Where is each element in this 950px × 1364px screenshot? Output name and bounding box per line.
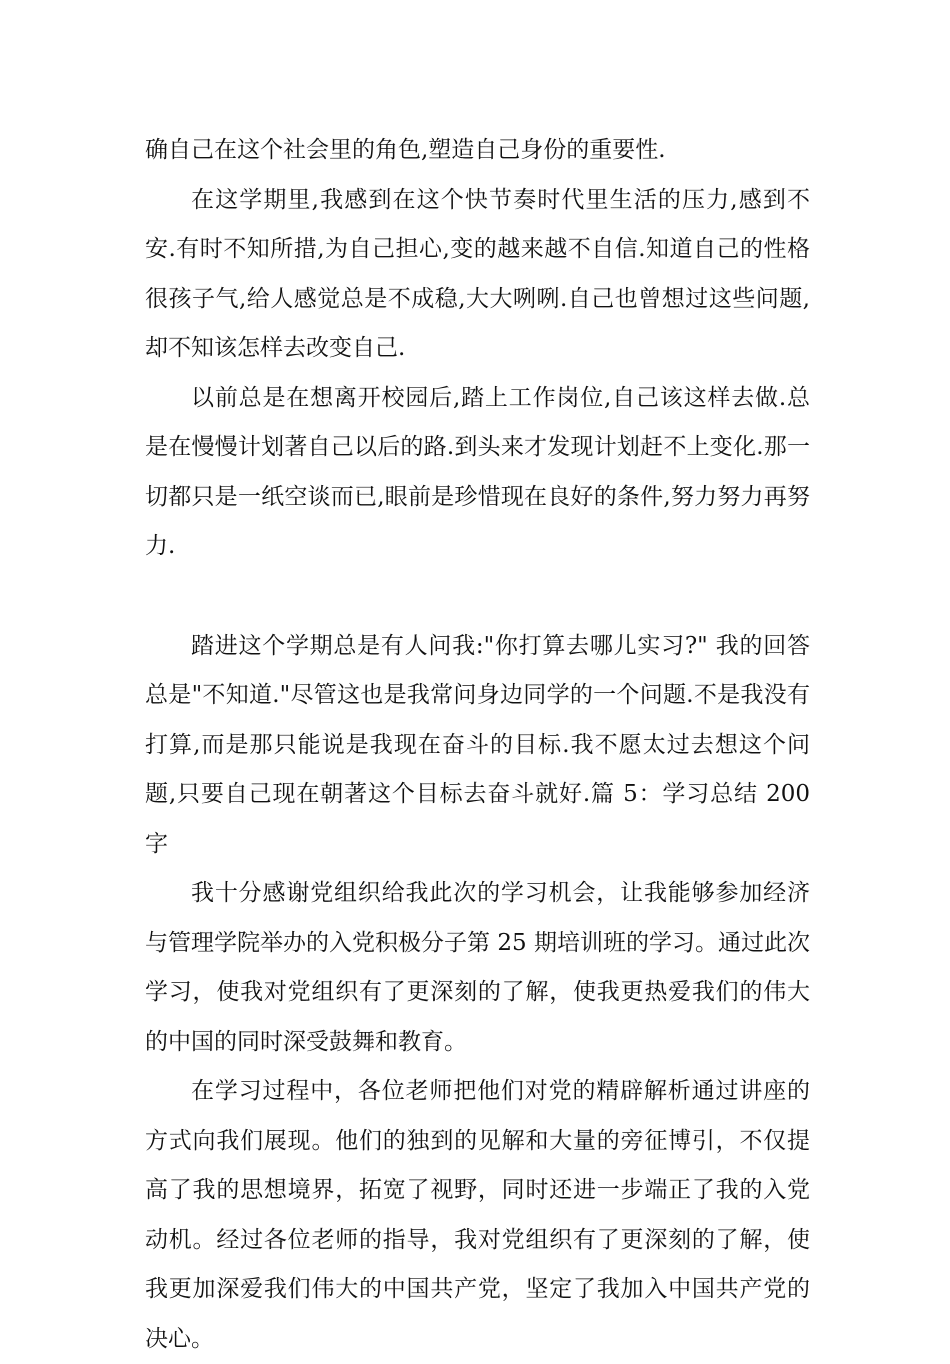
paragraph-spacer [145,572,810,622]
paragraph-learning-process: 在学习过程中，各位老师把他们对党的精辟解析通过讲座的方式向我们展现。他们的独到的见解和大量的旁征博引，不仅提高了我的思想境界，拓宽了视野，同时还进一步端正了我的入党动机。经过各位老师的指导，我对党组织有了更深刻的了解，使我更加深爱我们伟大的中国共产党，坚定了我加入中国共产党的决心。 [145,1078,810,1352]
paragraph-continuation: 确自己在这个社会里的角色,塑造自己身份的重要性. [145,137,666,163]
paragraph-party-training: 我十分感谢党组织给我此次的学习机会，让我能够参加经济与管理学院举办的入党积极分子第 25 期培训班的学习。通过此次学习，使我对党组织有了更深刻的了解，使我更热爱我们的伟大的中国的同时深受鼓舞和教育。 [145,880,810,1055]
paragraph-future-plans: 以前总是在想离开校园后,踏上工作岗位,自己该这样去做.总是在慢慢计划著自己以后的路.到头来才发现计划赶不上变化.那一切都只是一纸空谈而已,眼前是珍惜现在良好的条件,努力努力再努力. [145,384,810,559]
paragraph-semester-pressure: 在这学期里,我感到在这个快节奏时代里生活的压力,感到不安.有时不知所措,为自己担心,变的越来越不自信.知道自己的性格很孩子气,给人感觉总是不成稳,大大咧咧.自己也曾想过这些问题,却不知该怎样去改变自己. [145,186,810,361]
paragraph-internship: 踏进这个学期总是有人问我:"你打算去哪儿实习?" 我的回答总是"不知道."尽管这也是我常问身边同学的一个问题.不是我没有打算,而是那只能说是我现在奋斗的目标.我不愿太过去想这个问题,只要自己现在朝著这个目标去奋斗就好.篇 5：学习总结 200 字 [145,632,810,857]
document-body [145,126,810,1364]
